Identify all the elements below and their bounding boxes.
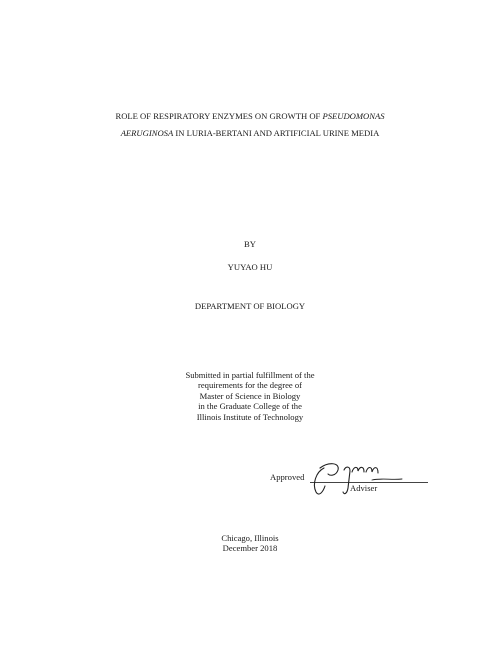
title-line-2 (0, 125, 500, 142)
title-line-2-italic: AERUGINOSA (120, 127, 174, 138)
approval-signature-block (270, 462, 430, 502)
author-name: YUYAO HU (227, 262, 273, 272)
title-line-1-italic: PSEUDOMONAS (322, 111, 385, 121)
title-line-1-text: ROLE OF RESPIRATORY ENZYMES ON GROWTH OF (115, 111, 323, 121)
submission-line: Illinois Institute of Technology (196, 411, 304, 422)
approved-label: Approved (270, 472, 305, 482)
submission-line: in the Graduate College of the (198, 401, 302, 412)
title-line-2-text: IN LURIA-BERTANI AND ARTIFICIAL URINE MEDIA (173, 127, 380, 138)
location-date-block (0, 533, 500, 554)
department-name: DEPARTMENT OF BIOLOGY (194, 301, 306, 311)
by-label: BY (244, 239, 256, 249)
date: December 2018 (222, 543, 278, 554)
submission-line: requirements for the degree of (197, 380, 303, 391)
thesis-title (0, 108, 500, 142)
title-line-1 (0, 108, 500, 125)
adviser-label: Adviser (350, 483, 378, 493)
location: Chicago, Illinois (221, 533, 279, 543)
submission-line: Submitted in partial fulfillment of the (185, 370, 315, 380)
submission-statement (0, 370, 500, 422)
submission-line: Master of Science in Biology (199, 390, 301, 401)
